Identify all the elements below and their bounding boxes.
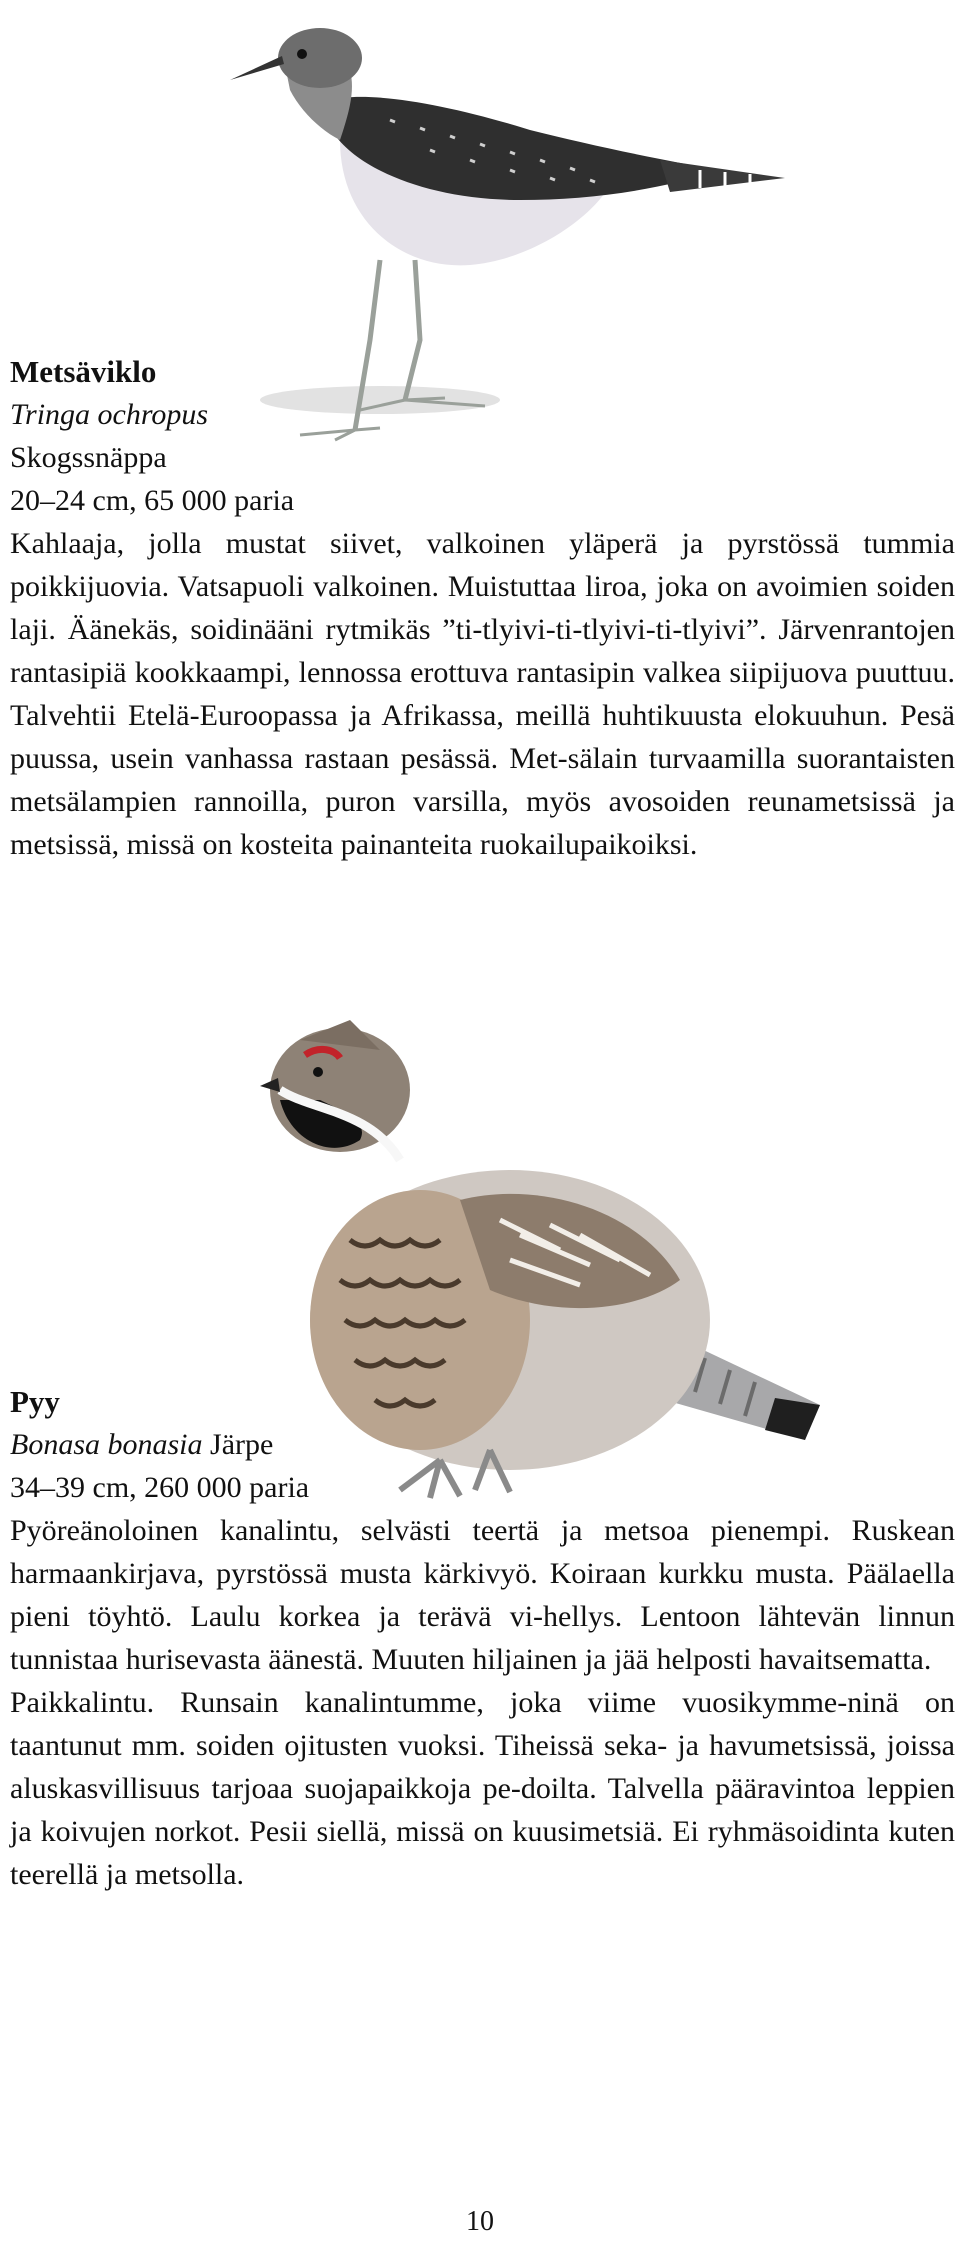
sandpiper-head	[278, 28, 362, 88]
species-entry-pyy	[10, 1380, 955, 1896]
latin-swedish-line	[10, 1423, 955, 1466]
grouse-eye	[313, 1067, 323, 1077]
species-description: Kahlaaja, jolla mustat siivet, valkoinen yläperä ja pyrstössä tummia poikkijuovia. Vatsapuoli valkoinen. Muistuttaa liroa, joka on avoimien soiden laji. Äänekäs, soidinääni rytmikäs ”ti-tlyivi-ti-tlyivi-ti-tlyivi”. Järvenrantojen rantasipiä kookkaampi, lennossa erottuva rantasipin valkea siipijuova puuttuu. Talvehtii Etelä-Euroopassa ja Afrikassa, meillä huhtikuusta elokuuhun. Pesä puussa, usein vanhassa rastaan pesässä. Met-sälain turvaamilla suorantaisten metsälampien rannoilla, puron varsilla, myös avosoiden reunametsissä ja metsissä, missä on kosteita painanteita ruokailupaikoiksi.	[10, 527, 955, 861]
sandpiper-bill	[230, 56, 284, 80]
sandpiper-tail	[660, 160, 785, 192]
swedish-name: Järpe	[210, 1428, 274, 1461]
grouse-bill	[260, 1078, 280, 1092]
latin-name: Tringa ochropus	[10, 398, 209, 431]
size-population: 20–24 cm, 65 000 paria	[10, 484, 295, 517]
species-name: Pyy	[10, 1384, 60, 1419]
latin-name: Bonasa bonasia	[10, 1428, 203, 1461]
size-population: 34–39 cm, 260 000 paria	[10, 1471, 310, 1504]
species-entry-metsaviklo	[10, 350, 955, 866]
species-description-habitat: Paikkalintu. Runsain kanalintumme, joka viime vuosikymme-ninä on taantunut mm. soiden ojitusten vuoksi. Tiheissä seka- ja havumetsissä, joissa aluskasvillisuus tarjoaa suojapaikkoja pe-doilta. Talvella pääravintoa leppien ja koivujen norkot. Pesii siellä, missä on kuusimetsiä. Ei ryhmäsoidinta kuten teerellä ja metsolla.	[10, 1686, 955, 1891]
sandpiper-eye	[297, 49, 307, 59]
species-description: Pyöreänoloinen kanalintu, selvästi teertä ja metsoa pienempi. Ruskean harmaankirjava, pyrstössä musta kärkivyö. Koiraan kurkku musta. Päälaella pieni töyhtö. Laulu korkea ja terävä vi-hellys. Lentoon lähtevän linnun tunnistaa hurisevasta äänestä. Muuten hiljainen ja jää helposti havaitsematta.	[10, 1514, 955, 1676]
page-number: 10	[466, 2206, 494, 2237]
species-name: Metsäviklo	[10, 354, 157, 389]
swedish-name: Skogssnäppa	[10, 441, 167, 474]
